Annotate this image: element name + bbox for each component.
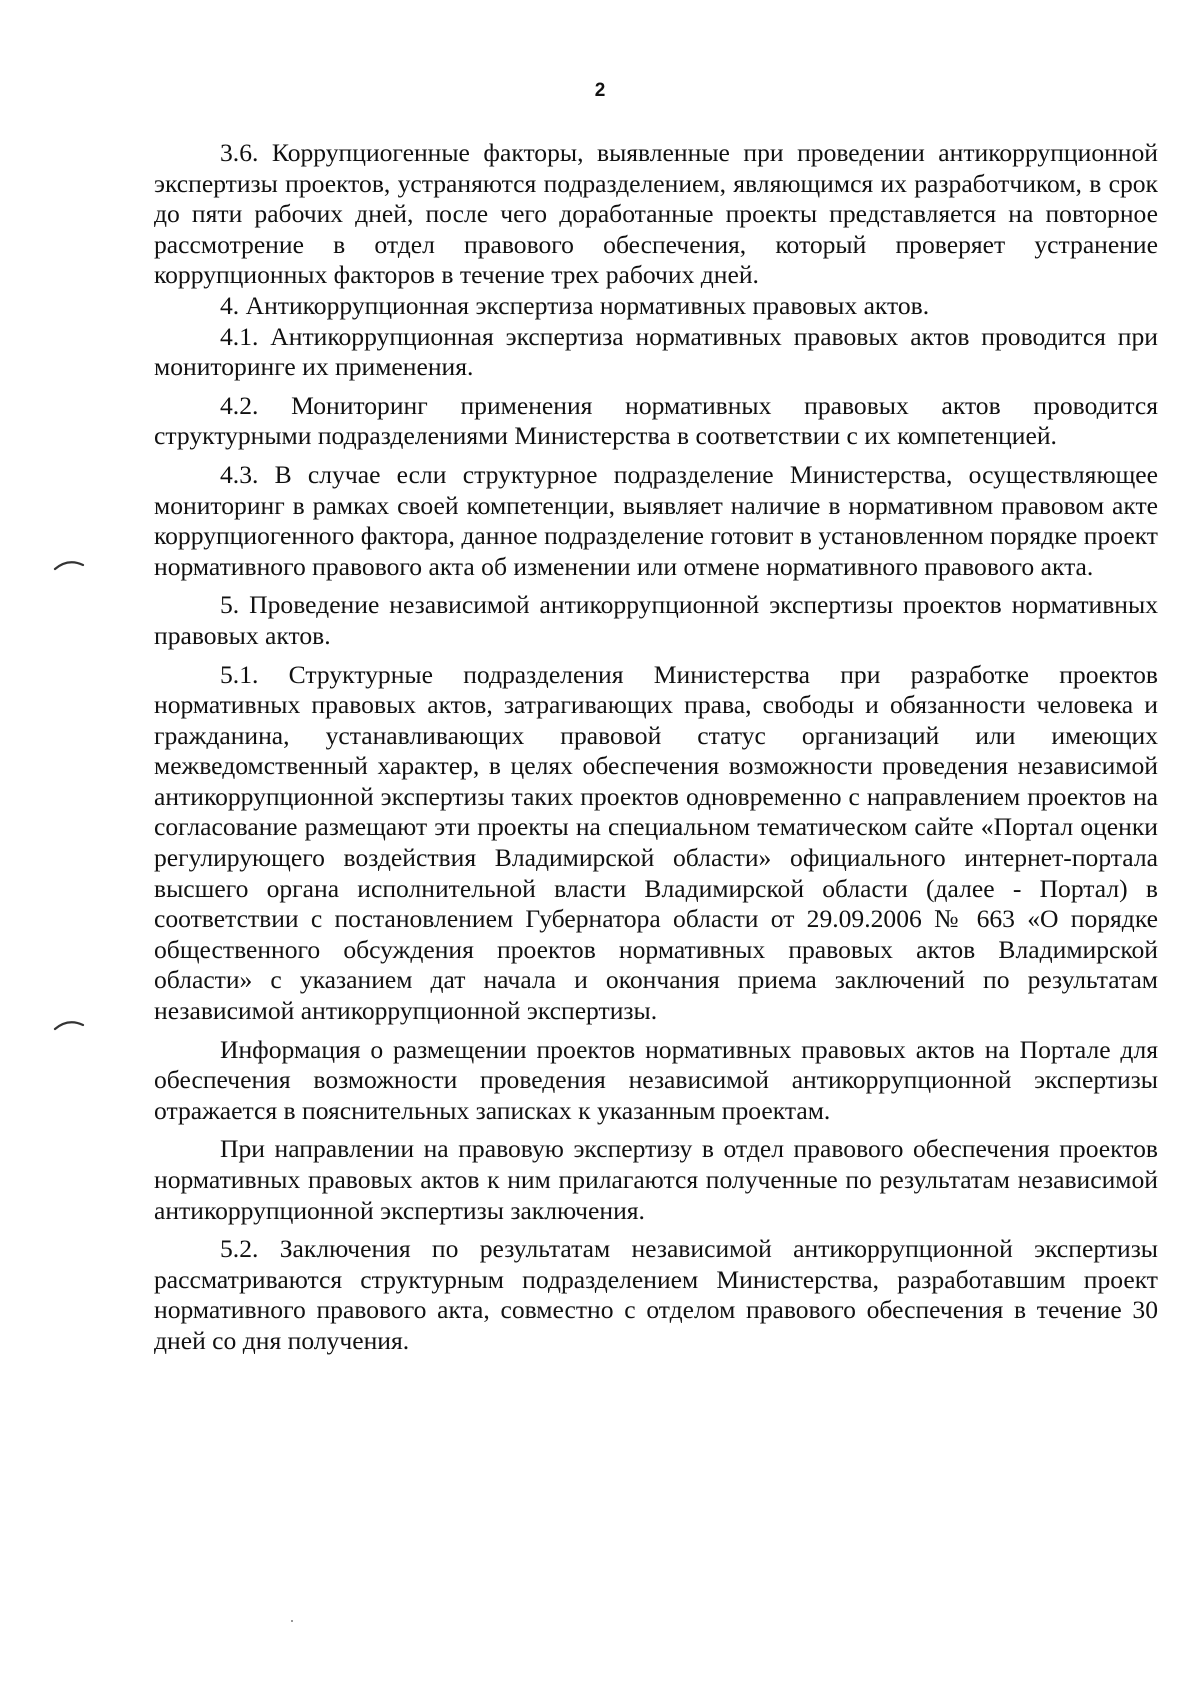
paragraph-5-2: 5.2. Заключения по результатам независимой антикоррупционной экспертизы рассматриваются структурным подразделением Министерства, разработавшим проект нормативного правового акта, совместно с отделом правового обеспечения в течение 30 дней со дня получения. (154, 1234, 1158, 1355)
paragraph-legal-review: При направлении на правовую экспертизу в отдел правового обеспечения проектов нормативных правовых актов к ним прилагаются полученные по результатам независимой антикоррупционной экспертизы заключения. (154, 1134, 1158, 1225)
margin-mark (52, 558, 92, 572)
paragraph-4-1: 4.1. Антикоррупционная экспертиза нормативных правовых актов проводится при мониторинге их применения. (154, 321, 1158, 382)
paragraph-4-3: 4.3. В случае если структурное подразделение Министерства, осуществляющее мониторинг в рамках своей компетенции, выявляет наличие в нормативном правовом акте коррупциогенного фактора, данное подразделение готовит в установленном порядке проект нормативного правового акта об изменении или отмене нормативного правового акта. (154, 459, 1158, 581)
paragraph-4-2: 4.2. Мониторинг применения нормативных правовых актов проводится структурными подразделениями Министерства в соответствии с их компетенцией. (154, 390, 1158, 451)
section-4-heading: 4. Антикоррупционная экспертиза нормативных правовых актов. (220, 290, 930, 320)
section-5-heading: 5. Проведение независимой антикоррупционной экспертизы проектов нормативных правовых актов. (154, 590, 1158, 650)
paragraph-5-1: 5.1. Структурные подразделения Министерства при разработке проектов нормативных правовых актов, затрагивающих права, свободы и обязанности человека и гражданина, устанавливающих правовой статус организаций или имеющих межведомственный характер, в целях обеспечения возможности проведения независимой антикоррупционной экспертизы таких проектов одновременно с направлением проектов на согласование размещают эти проекты на специальном тематическом сайте «Портал оценки регулирующего воздействия Владимирской области» официального интернет-портала высшего органа исполнительной власти Владимирской области (далее - Портал) в соответствии с постановлением Губернатора области от 29.09.2006 № 663 «О порядке общественного обсуждения проектов нормативных правовых актов Владимирской области» с указанием дат начала и окончания приема заключений по результатам независимой антикоррупционной экспертизы. (154, 659, 1158, 1026)
margin-mark (52, 1018, 92, 1032)
scan-speck (291, 1620, 293, 1622)
document-body (154, 138, 1158, 1357)
page-number: 2 (594, 80, 606, 101)
paragraph-3-6: 3.6. Коррупциогенные факторы, выявленные при проведении антикоррупционной экспертизы проектов, устраняются подразделением, являющимся их разработчиком, в срок до пяти рабочих дней, после чего доработанные проекты представляется на повторное рассмотрение в отдел правового обеспечения, который проверяет устранение коррупционных факторов в течение трех рабочих дней. (154, 138, 1158, 290)
paragraph-portal-info: Информация о размещении проектов нормативных правовых актов на Портале для обеспечения возможности проведения независимой антикоррупционной экспертизы отражается в пояснительных записках к указанным проектам. (154, 1034, 1158, 1125)
